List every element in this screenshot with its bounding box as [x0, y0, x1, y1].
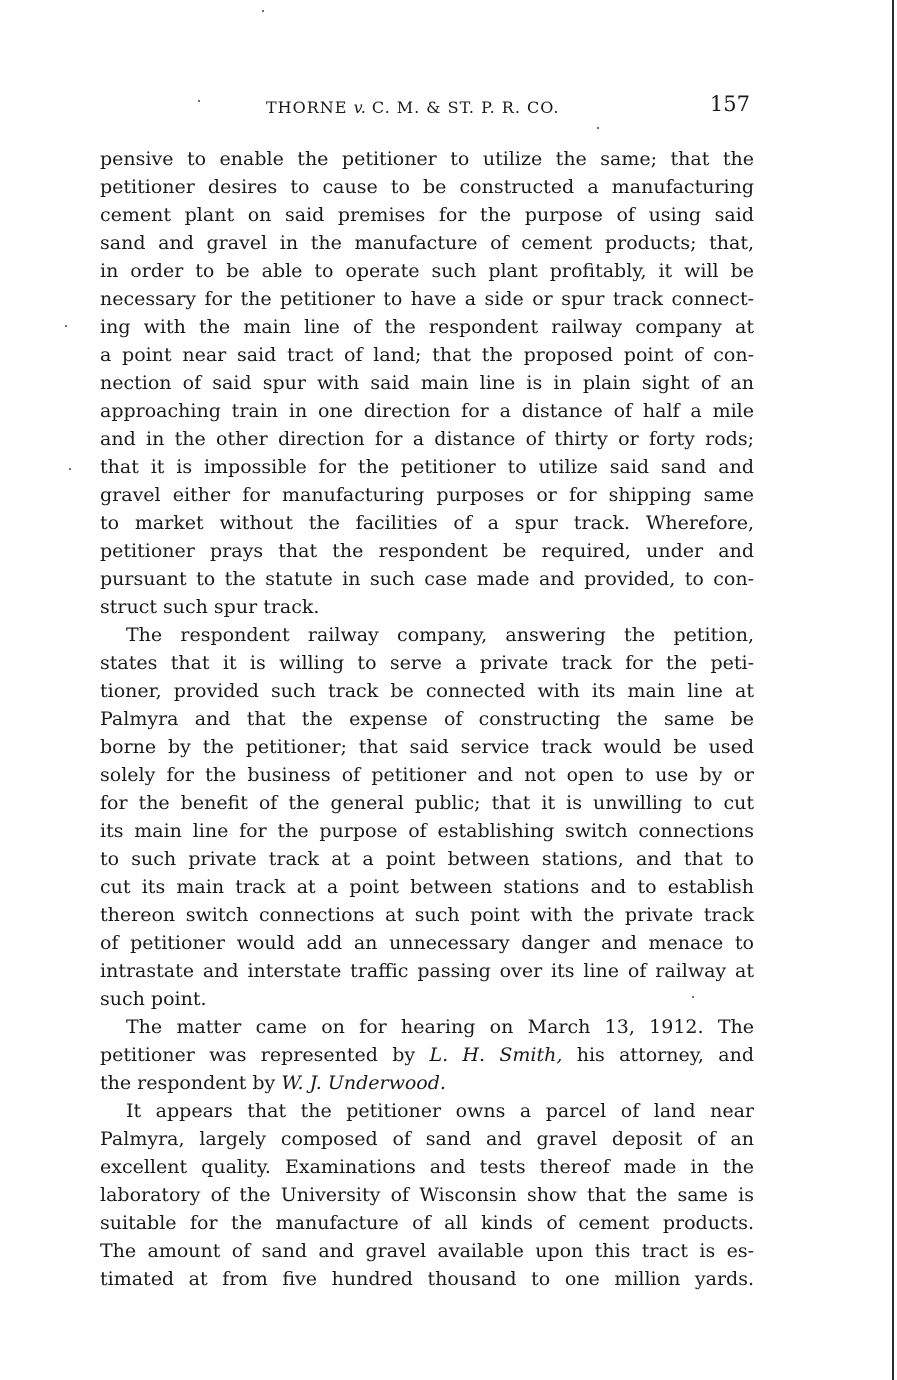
text-line: petitioner prays that the respondent be required, under and [100, 540, 754, 562]
text-fragment: petitioner was represented by [100, 1044, 416, 1066]
scan-speck [69, 468, 71, 470]
text-line: for the benefit of the general public; that it is unwilling to cut [100, 792, 754, 814]
text-line-with-attorney [100, 1041, 754, 1069]
text-line: such point. [100, 988, 207, 1010]
page-edge-line [892, 0, 894, 1380]
text-line: to market without the facilities of a spur track. Wherefore, [100, 512, 754, 534]
text-line: intrastate and interstate traffic passing over its line of railway at [100, 960, 754, 982]
text-line: Palmyra, largely composed of sand and gravel deposit of an [100, 1128, 754, 1150]
text-line: ing with the main line of the respondent railway company at [100, 316, 754, 338]
running-head [100, 92, 750, 122]
text-line: pursuant to the statute in such case made and provided, to con- [100, 568, 754, 590]
text-fragment: the respondent by [100, 1072, 276, 1094]
text-line: The matter came on for hearing on March 13, 1912. The [126, 1016, 754, 1038]
text-line: and in the other direction for a distance of thirty or forty rods; [100, 428, 754, 450]
text-line: struct such spur track. [100, 596, 320, 618]
text-line-with-counsel [100, 1069, 754, 1097]
text-line: It appears that the petitioner owns a parcel of land near [126, 1100, 754, 1122]
text-line: laboratory of the University of Wisconsin show that the same is [100, 1184, 754, 1206]
scan-speck [597, 127, 599, 129]
respondent-counsel-name: W. J. Underwood. [281, 1072, 446, 1094]
text-line: excellent quality. Examinations and tests thereof made in the [100, 1156, 754, 1178]
text-line: borne by the petitioner; that said service track would be used [100, 736, 754, 758]
text-line: The respondent railway company, answering the petition, [126, 624, 754, 646]
text-line: cut its main track at a point between stations and to establish [100, 876, 754, 898]
running-title-versus: v. [353, 98, 366, 117]
text-line: solely for the business of petitioner and not open to use by or [100, 764, 754, 786]
paragraph-hearing [100, 1013, 754, 1097]
paragraph-petition-continued [100, 145, 754, 621]
attorney-name: L. H. Smith, [429, 1044, 563, 1066]
text-line: cement plant on said premises for the purpose of using said [100, 204, 754, 226]
text-line: states that it is willing to serve a private track for the peti- [100, 652, 754, 674]
text-line: Palmyra and that the expense of constructing the same be [100, 708, 754, 730]
text-line: suitable for the manufacture of all kinds of cement products. [100, 1212, 754, 1234]
text-line: sand and gravel in the manufacture of cement products; that, [100, 232, 754, 254]
text-line: to such private track at a point between stations, and that to [100, 848, 754, 870]
text-fragment: his attorney, and [576, 1044, 754, 1066]
text-line: a point near said tract of land; that the proposed point of con- [100, 344, 754, 366]
paragraph-respondent-answer [100, 621, 754, 1013]
running-title [266, 98, 560, 117]
text-line: necessary for the petitioner to have a side or spur track connect- [100, 288, 754, 310]
text-line: that it is impossible for the petitioner to utilize said sand and [100, 456, 754, 478]
text-line: of petitioner would add an unnecessary danger and menace to [100, 932, 754, 954]
text-line: timated at from five hundred thousand to one million yards. [100, 1268, 754, 1290]
body-text [100, 145, 754, 1293]
text-line: tioner, provided such track be connected with its main line at [100, 680, 754, 702]
scan-speck [262, 10, 264, 12]
running-title-before: THORNE [266, 98, 348, 117]
text-line: in order to be able to operate such plant profitably, it will be [100, 260, 754, 282]
scan-speck [65, 325, 67, 327]
text-line: nection of said spur with said main line is in plain sight of an [100, 372, 754, 394]
text-line: petitioner desires to cause to be constructed a manufacturing [100, 176, 754, 198]
text-line: its main line for the purpose of establishing switch connections [100, 820, 754, 842]
paragraph-findings [100, 1097, 754, 1293]
page-number: 157 [709, 92, 750, 116]
running-title-after: C. M. & ST. P. R. CO. [371, 98, 560, 117]
text-line: approaching train in one direction for a distance of half a mile [100, 400, 754, 422]
text-line: The amount of sand and gravel available upon this tract is es- [100, 1240, 754, 1262]
text-line: thereon switch connections at such point with the private track [100, 904, 754, 926]
text-line: gravel either for manufacturing purposes or for shipping same [100, 484, 754, 506]
text-line: pensive to enable the petitioner to utilize the same; that the [100, 148, 754, 170]
